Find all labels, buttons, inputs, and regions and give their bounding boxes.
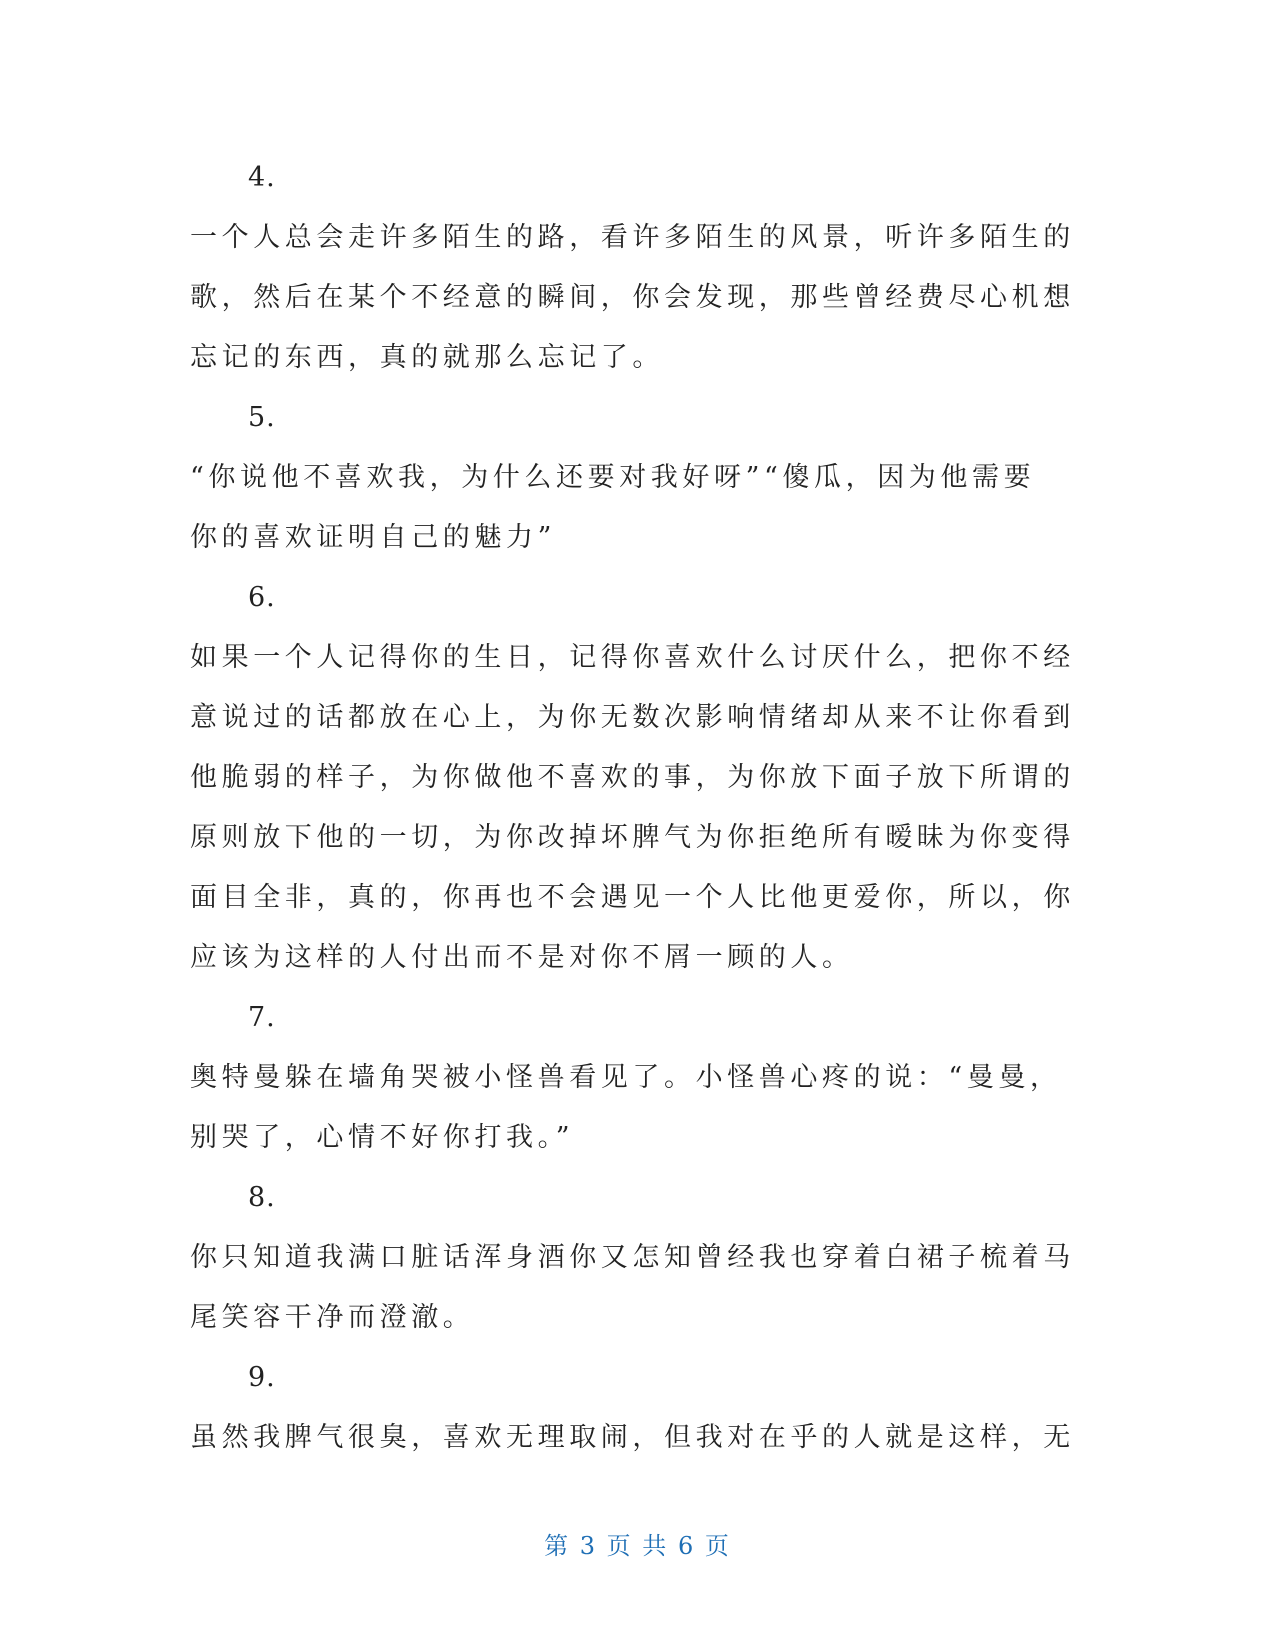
text-line: 你只知道我满口脏话浑身酒你又怎知曾经我也穿着白裙子梳着马 [190,1242,1075,1273]
text-line: 他脆弱的样子，为你做他不喜欢的事，为你放下面子放下所谓的 [190,762,1075,793]
total-pages-number: 6 [677,1532,696,1560]
text-line: 意说过的话都放在心上，为你无数次影响情绪却从来不让你看到 [190,702,1075,733]
item-number: 6. [248,582,276,613]
text-line: 如果一个人记得你的生日，记得你喜欢什么讨厌什么，把你不经 [190,642,1075,673]
item-number: 7. [248,1002,276,1033]
text-line: 你的喜欢证明自己的魅力” [190,522,557,553]
text-line: 忘记的东西，真的就那么忘记了。 [190,342,664,373]
document-body [190,148,1075,1468]
text-line: 奥特曼躲在墙角哭被小怪兽看见了。小怪兽心疼的说：“曼曼， [190,1062,1062,1093]
footer-middle: 页 共 [606,1532,669,1560]
text-line: 别哭了，心情不好你打我。” [190,1122,575,1153]
text-line: 原则放下他的一切，为你改掉坏脾气为你拒绝所有暧昧为你变得 [190,822,1075,853]
paragraph [190,448,1062,568]
paragraph [190,1048,1062,1168]
text-line: 歌，然后在某个不经意的瞬间，你会发现，那些曾经费尽心机想 [190,282,1075,313]
text-line: “你说他不喜欢我，为什么还要对我好呀”“傻瓜，因为他需要 [190,462,1036,493]
paragraph [190,1408,1075,1468]
text-line: 面目全非，真的，你再也不会遇见一个人比他更爱你，所以，你 [190,882,1075,913]
page-footer [0,1526,1275,1561]
item-number: 8. [248,1182,276,1213]
paragraph [190,1228,1075,1348]
item-number: 9. [248,1362,276,1393]
text-line: 一个人总会走许多陌生的路，看许多陌生的风景，听许多陌生的 [190,222,1075,253]
paragraph [190,208,1075,388]
item-number: 4. [248,162,276,193]
paragraph [190,628,1075,988]
current-page-number: 3 [579,1532,598,1560]
footer-suffix: 页 [704,1532,731,1560]
text-line: 尾笑容干净而澄澈。 [190,1302,475,1333]
item-number: 5. [248,402,276,433]
text-line: 虽然我脾气很臭，喜欢无理取闹，但我对在乎的人就是这样，无 [190,1422,1075,1453]
footer-prefix: 第 [544,1532,571,1560]
text-line: 应该为这样的人付出而不是对你不屑一顾的人。 [190,942,854,973]
